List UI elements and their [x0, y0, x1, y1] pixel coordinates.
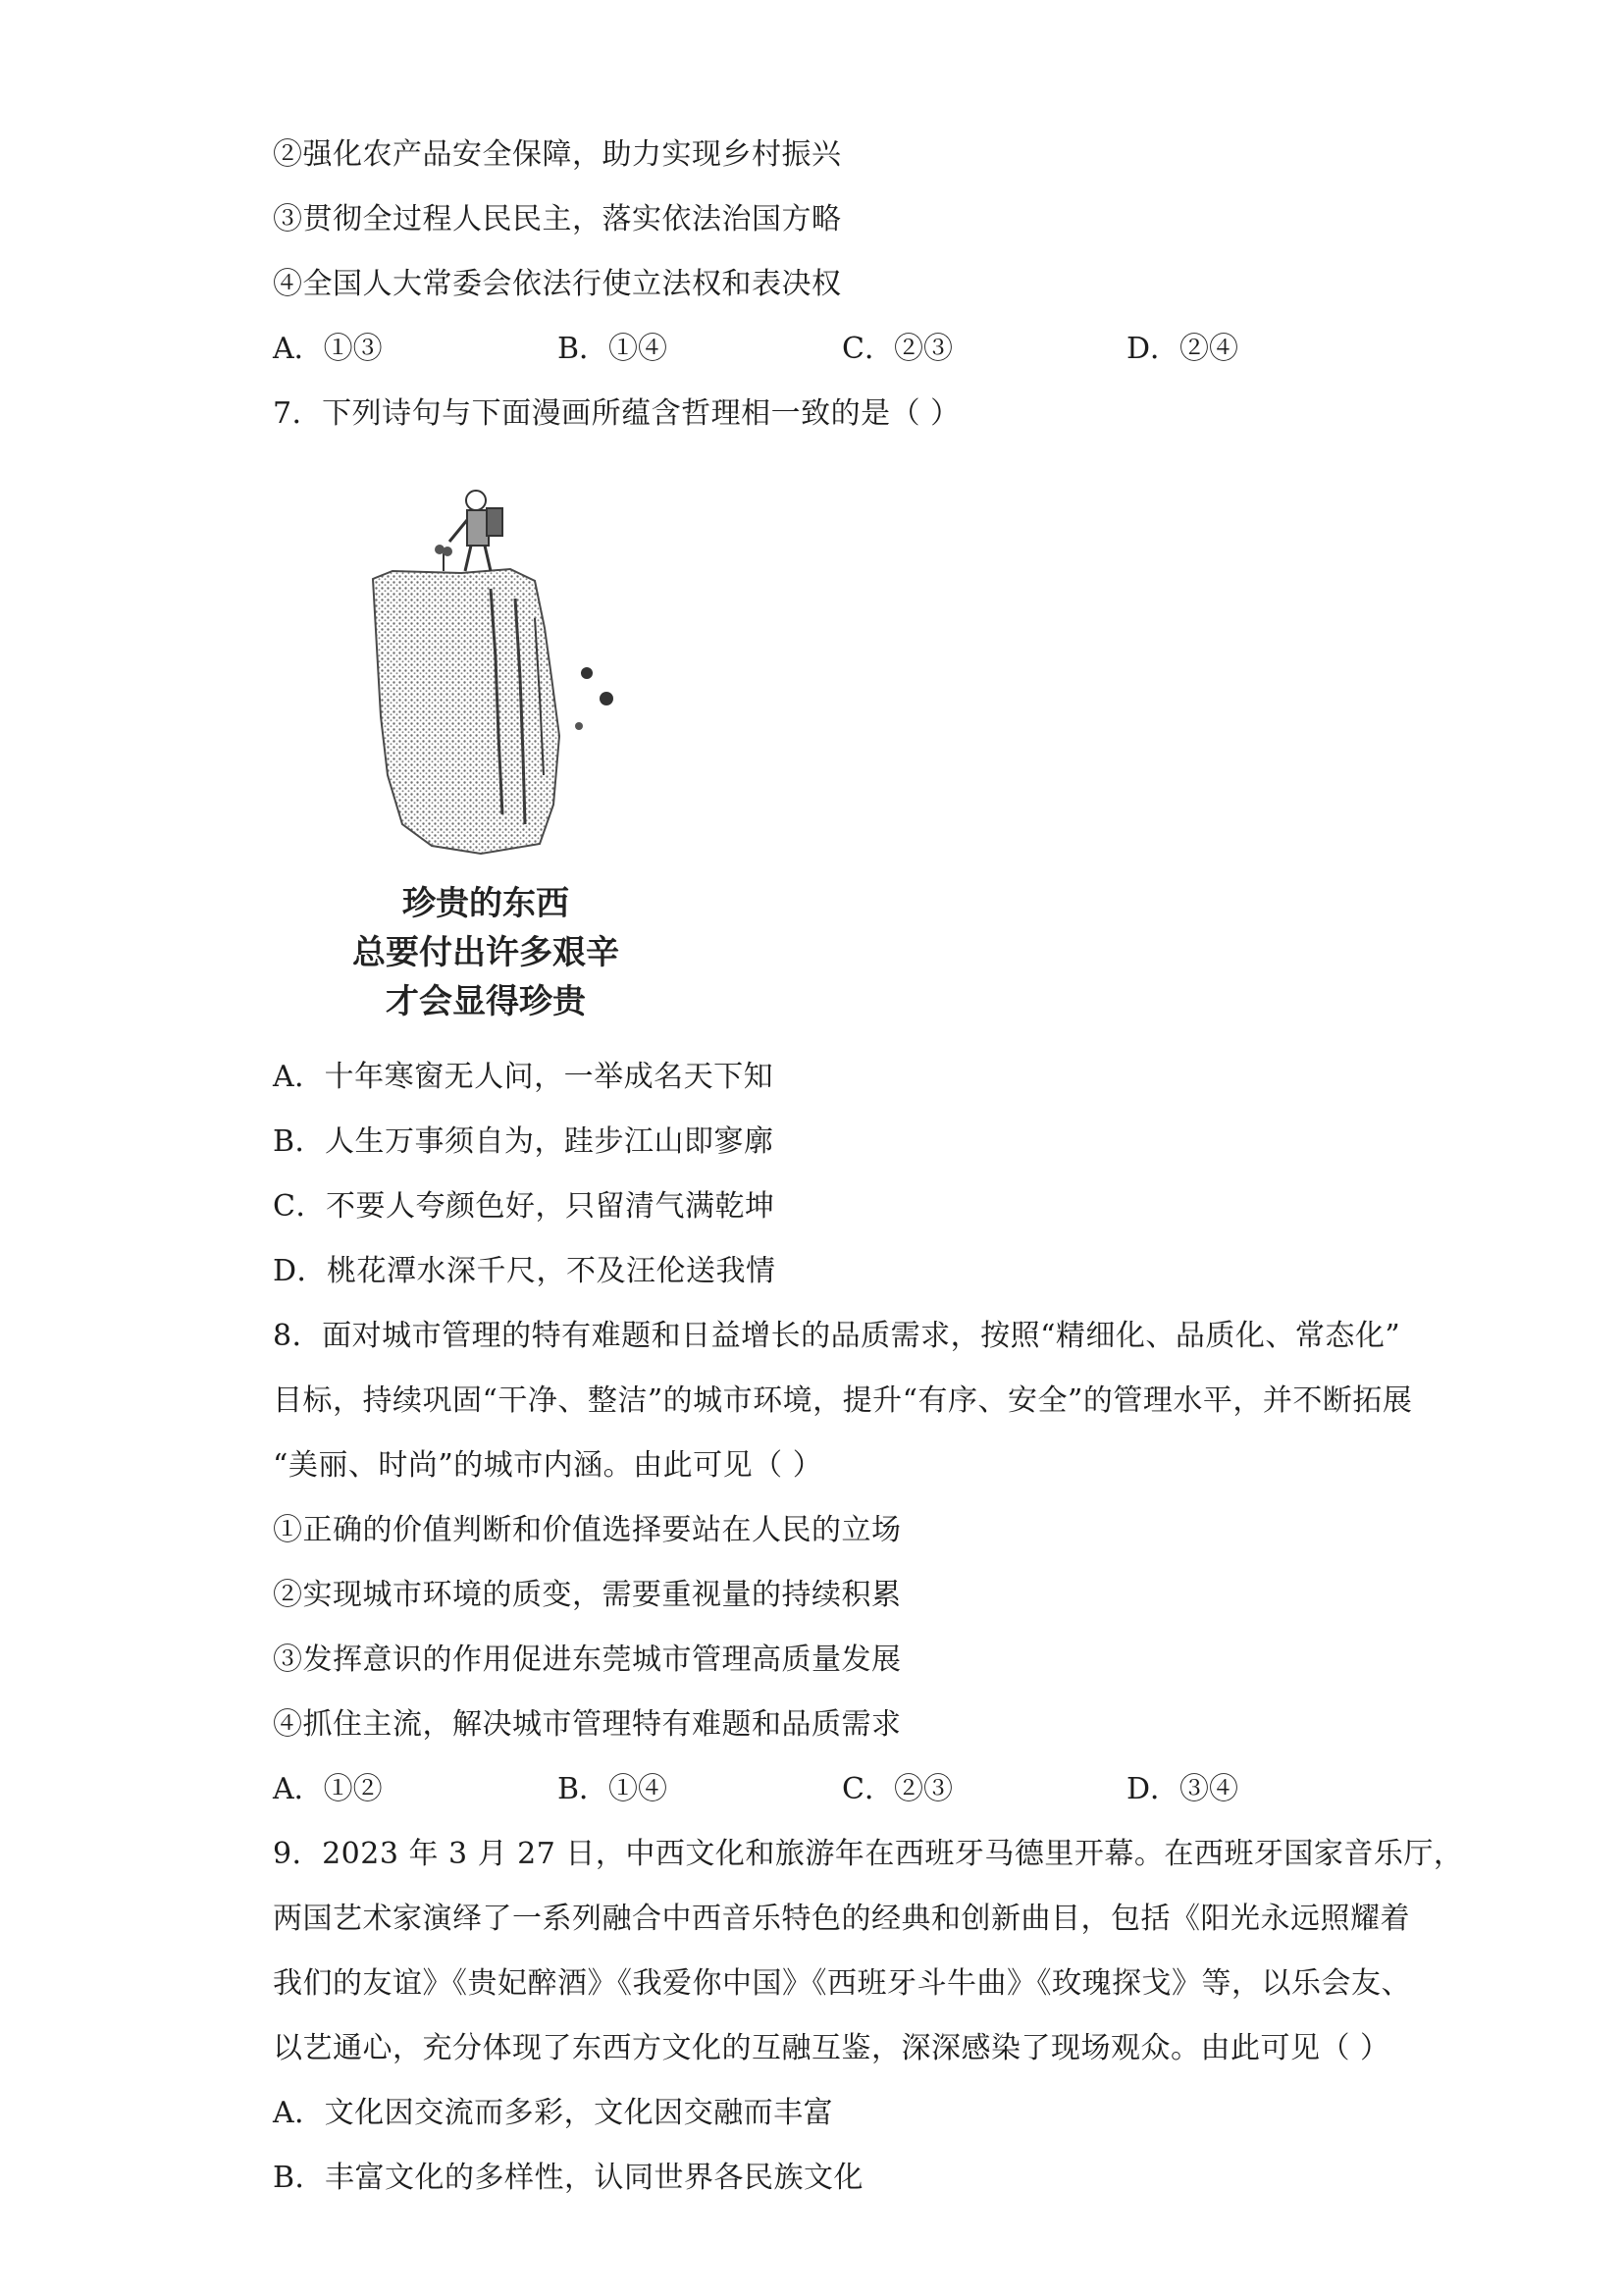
q7-option-a: A．十年寒窗无人问，一举成名天下知: [273, 1060, 774, 1094]
q9-stem-line-2: 两国艺术家演绎了一系列融合中西音乐特色的经典和创新曲目，包括《阳光永远照耀着: [273, 1902, 1410, 1936]
q8-option-c: C．②③: [842, 1772, 953, 1806]
q6-options: [273, 330, 1362, 369]
q6-option-c: C．②③: [842, 332, 953, 366]
q6-item-2: ②强化农产品安全保障，助力实现乡村振兴: [273, 137, 842, 172]
cartoon-illustration: [334, 481, 667, 1030]
q6-item-4: ④全国人大常委会依法行使立法权和表决权: [273, 267, 842, 301]
cartoon-caption-line-1: 珍贵的东西: [402, 884, 569, 923]
stone-icon: [600, 692, 613, 705]
q7-option-c: C．不要人夸颜色好，只留清气满乾坤: [273, 1189, 775, 1224]
q8-item-1: ①正确的价值判断和价值选择要站在人民的立场: [273, 1513, 902, 1547]
q7-option-b: B．人生万事须自为，跬步江山即寥廓: [273, 1124, 774, 1159]
q9-stem-line-3: 我们的友谊》《贵妃醉酒》《我爱你中国》《西班牙斗牛曲》《玫瑰探戈》等，以乐会友、: [273, 1966, 1411, 2001]
q9-option-a: A．文化因交流而多彩，文化因交融而丰富: [273, 2096, 834, 2130]
q6-item-3: ③贯彻全过程人民民主，落实依法治国方略: [273, 202, 842, 236]
q8-stem-line-3: “美丽、时尚”的城市内涵。由此可见（ ）: [273, 1448, 823, 1483]
cliff-shape: [373, 569, 559, 854]
flower-icon: [435, 545, 452, 571]
q8-stem-line-2: 目标，持续巩固“干净、整洁”的城市环境，提升“有序、安全”的管理水平，并不断拓展: [273, 1383, 1413, 1418]
climber-figure: [449, 491, 502, 571]
q6-option-a: A．①③: [273, 332, 383, 366]
stone-icon: [581, 667, 593, 679]
stone-icon: [575, 722, 583, 730]
q6-option-d: D．②④: [1126, 332, 1239, 366]
q9-stem-line-4: 以艺通心，充分体现了东西方文化的互融互鉴，深深感染了现场观众。由此可见（ ）: [273, 2031, 1390, 2065]
cartoon-caption-line-3: 才会显得珍贵: [386, 982, 586, 1021]
q8-item-3: ③发挥意识的作用促进东莞城市管理高质量发展: [273, 1643, 902, 1677]
q6-option-b: B．①④: [557, 332, 668, 366]
cartoon-caption-line-2: 总要付出许多艰辛: [352, 933, 619, 972]
q8-option-b: B．①④: [557, 1772, 668, 1806]
q8-option-d: D．③④: [1126, 1772, 1239, 1806]
q9-stem-line-1: 9．2023 年 3 月 27 日，中西文化和旅游年在西班牙马德里开幕。在西班牙国家音乐厅，: [273, 1837, 1464, 1871]
q8-option-a: A．①②: [273, 1772, 383, 1806]
q8-item-2: ②实现城市环境的质变，需要重视量的持续积累: [273, 1578, 902, 1612]
q8-item-4: ④抓住主流，解决城市管理特有难题和品质需求: [273, 1707, 902, 1742]
q8-stem-line-1: 8．面对城市管理的特有难题和日益增长的品质需求，按照“精细化、品质化、常态化”: [273, 1319, 1401, 1353]
q9-option-b: B．丰富文化的多样性，认同世界各民族文化: [273, 2161, 864, 2195]
q7-option-d: D．桃花潭水深千尺，不及汪伦送我情: [273, 1254, 776, 1288]
q8-options: [273, 1770, 1362, 1809]
q7-stem: 7．下列诗句与下面漫画所蕴含哲理相一致的是（ ）: [273, 396, 961, 431]
